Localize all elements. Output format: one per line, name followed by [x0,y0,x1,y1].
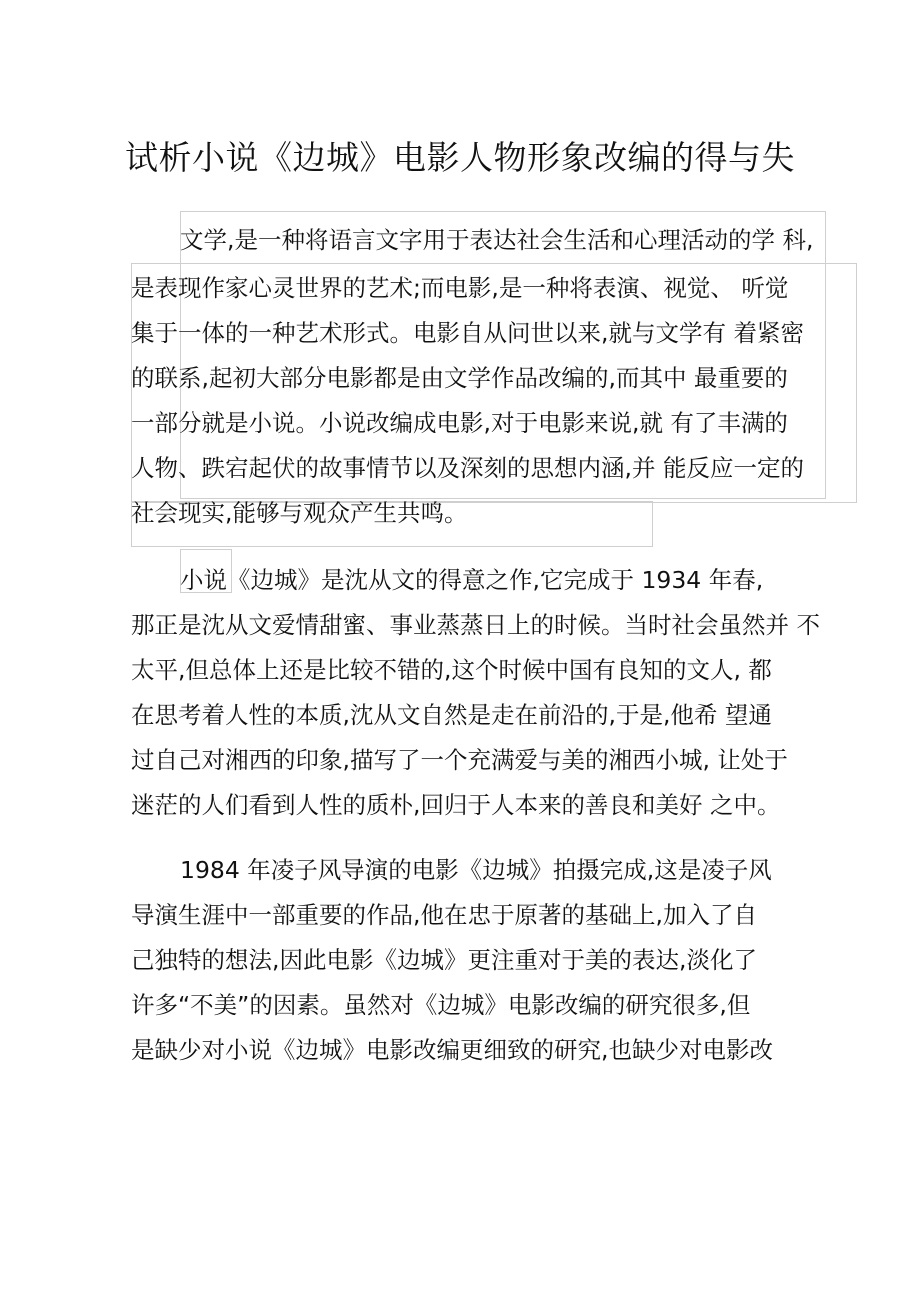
paragraph-1-line: 是表现作家心灵世界的艺术;而电影,是一种将表演、视觉、 听觉 [131,274,789,302]
paragraph-2-line: 小说《边城》是沈从文的得意之作,它完成于 1934 年春, [180,566,764,594]
paragraph-1-line: 一部分就是小说。小说改编成电影,对于电影来说,就 有了丰满的 [131,409,788,437]
document-title: 试析小说《边城》电影人物形象改编的得与失 [125,138,795,177]
paragraph-1-line: 文学,是一种将语言文字用于表达社会生活和心理活动的学 科, [180,226,814,254]
paragraph-2-line: 太平,但总体上还是比较不错的,这个时候中国有良知的文人, 都 [131,656,772,684]
paragraph-2-line: 在思考着人性的本质,沈从文自然是走在前沿的,于是,他希 望通 [131,701,772,729]
paragraph-1-line: 的联系,起初大部分电影都是由文学作品改编的,而其中 最重要的 [131,364,788,392]
paragraph-3-line: 许多“不美”的因素。虽然对《边城》电影改编的研究很多,但 [131,991,751,1019]
paragraph-1-line: 集于一体的一种艺术形式。电影自从问世以来,就与文学有 着紧密 [131,319,804,347]
paragraph-1-line: 人物、跌宕起伏的故事情节以及深刻的思想内涵,并 能反应一定的 [131,454,804,482]
paragraph-3-line: 导演生涯中一部重要的作品,他在忠于原著的基础上,加入了自 [131,901,757,929]
paragraph-3-line: 1984 年凌子风导演的电影《边城》拍摄完成,这是凌子风 [180,856,772,884]
paragraph-2-line: 迷茫的人们看到人性的质朴,回归于人本来的善良和美好 之中。 [131,791,781,819]
paragraph-3-line: 己独特的想法,因此电影《边城》更注重对于美的表达,淡化了 [131,946,757,974]
paragraph-2-line: 过自己对湘西的印象,描写了一个充满爱与美的湘西小城, 让处于 [131,746,788,774]
paragraph-1-line: 社会现实,能够与观众产生共鸣。 [131,499,468,527]
paragraph-3-line: 是缺少对小说《边城》电影改编更细致的研究,也缺少对电影改 [131,1036,773,1064]
paragraph-2-line: 那正是沈从文爱情甜蜜、事业蒸蒸日上的时候。当时社会虽然并 不 [131,611,820,639]
